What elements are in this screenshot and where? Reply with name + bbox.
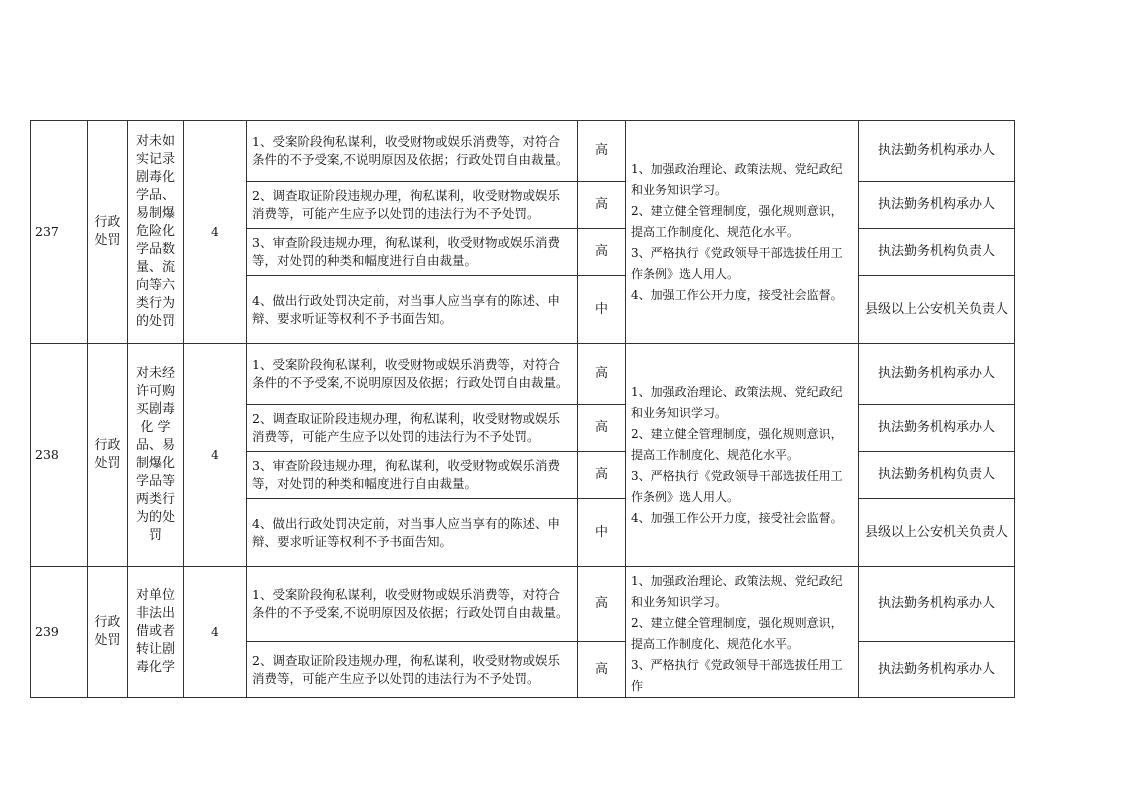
power-name: 对单位非法出借或者转让剧毒化学: [128, 567, 184, 698]
risk-point: 3、审查阶段违规办理，徇私谋利，收受财物或娱乐消费等，对处罚的种类和幅度进行自由裁量。: [247, 229, 578, 276]
risk-level: 高: [578, 642, 626, 698]
risk-count: 4: [184, 121, 247, 344]
risk-point: 1、受案阶段徇私谋利，收受财物或娱乐消费等，对符合条件的不予受案,不说明原因及依据；行政处罚自由裁量。: [247, 344, 578, 405]
measures-text: 1、加强政治理论、政策法规、党纪政纪和业务知识学习。 2、建立健全管理制度，强化规则意识，提高工作制度化、规范化水平。 3、严格执行《党政领导干部选拔任用工作条例》选人用人。 4、加强工作公开力度，接受社会监督。: [631, 161, 843, 302]
risk-level: 高: [578, 405, 626, 452]
risk-level: 中: [578, 276, 626, 344]
measures-text: 1、加强政治理论、政策法规、党纪政纪和业务知识学习。 2、建立健全管理制度，强化规则意识，提高工作制度化、规范化水平。 3、严格执行《党政领导干部选拔任用工作条例》选人用人。 4、加强工作公开力度，接受社会监督。: [631, 384, 843, 525]
risk-point: 2、调查取证阶段违规办理，徇私谋利，收受财物或娱乐消费等，可能产生应予以处罚的违法行为不予处罚。: [247, 405, 578, 452]
risk-point: 1、受案阶段徇私谋利，收受财物或娱乐消费等，对符合条件的不予受案,不说明原因及依据；行政处罚自由裁量。: [247, 567, 578, 642]
risk-point: 3、审查阶段违规办理，徇私谋利，收受财物或娱乐消费等，对处罚的种类和幅度进行自由裁量。: [247, 452, 578, 499]
risk-point: 2、调查取证阶段违规办理，徇私谋利，收受财物或娱乐消费等，可能产生应予以处罚的违法行为不予处罚。: [247, 182, 578, 229]
table-row: [31, 344, 1015, 405]
risk-point: 4、做出行政处罚决定前，对当事人应当享有的陈述、申辩、要求听证等权利不予书面告知。: [247, 276, 578, 344]
risk-count: 4: [184, 567, 247, 698]
power-type: 行政处罚: [88, 567, 128, 698]
responsible-person: 执法勤务机构负责人: [859, 452, 1015, 499]
power-name: 对未如实记录剧毒化学品、易制爆危险化学品数量、流向等六类行为的处罚: [128, 121, 184, 344]
power-name: 对未经许可购买剧毒化 学品、易制爆化学品等两类行为的处罚: [128, 344, 184, 567]
table-row: [31, 567, 1015, 642]
measures-text: 1、加强政治理论、政策法规、党纪政纪和业务知识学习。 2、建立健全管理制度，强化规则意识，提高工作制度化、规范化水平。 3、严格执行《党政领导干部选拔任用工作: [631, 574, 843, 693]
item-number: 237: [31, 121, 88, 344]
prevention-measures: [626, 121, 859, 344]
responsible-person: 执法勤务机构承办人: [859, 182, 1015, 229]
risk-level: 高: [578, 229, 626, 276]
responsible-person: 县级以上公安机关负责人: [859, 276, 1015, 344]
risk-level: 高: [578, 121, 626, 182]
item-number: 238: [31, 344, 88, 567]
risk-point: 2、调查取证阶段违规办理，徇私谋利，收受财物或娱乐消费等，可能产生应予以处罚的违法行为不予处罚。: [247, 642, 578, 698]
item-number: 239: [31, 567, 88, 698]
responsible-person: 县级以上公安机关负责人: [859, 499, 1015, 567]
responsible-person: 执法勤务机构承办人: [859, 344, 1015, 405]
risk-level: 高: [578, 452, 626, 499]
power-type: 行政处罚: [88, 344, 128, 567]
risk-level: 高: [578, 182, 626, 229]
power-type: 行政处罚: [88, 121, 128, 344]
risk-point: 1、受案阶段徇私谋利，收受财物或娱乐消费等，对符合条件的不予受案,不说明原因及依据；行政处罚自由裁量。: [247, 121, 578, 182]
risk-level: 高: [578, 344, 626, 405]
responsible-person: 执法勤务机构承办人: [859, 567, 1015, 642]
prevention-measures: [626, 344, 859, 567]
responsible-person: 执法勤务机构承办人: [859, 405, 1015, 452]
risk-level: 高: [578, 567, 626, 642]
risk-point: 4、做出行政处罚决定前，对当事人应当享有的陈述、申辩、要求听证等权利不予书面告知。: [247, 499, 578, 567]
responsible-person: 执法勤务机构负责人: [859, 229, 1015, 276]
risk-table: [30, 120, 1015, 698]
risk-level: 中: [578, 499, 626, 567]
risk-count: 4: [184, 344, 247, 567]
responsible-person: 执法勤务机构承办人: [859, 642, 1015, 698]
table-row: [31, 121, 1015, 182]
responsible-person: 执法勤务机构承办人: [859, 121, 1015, 182]
prevention-measures: [626, 567, 859, 698]
